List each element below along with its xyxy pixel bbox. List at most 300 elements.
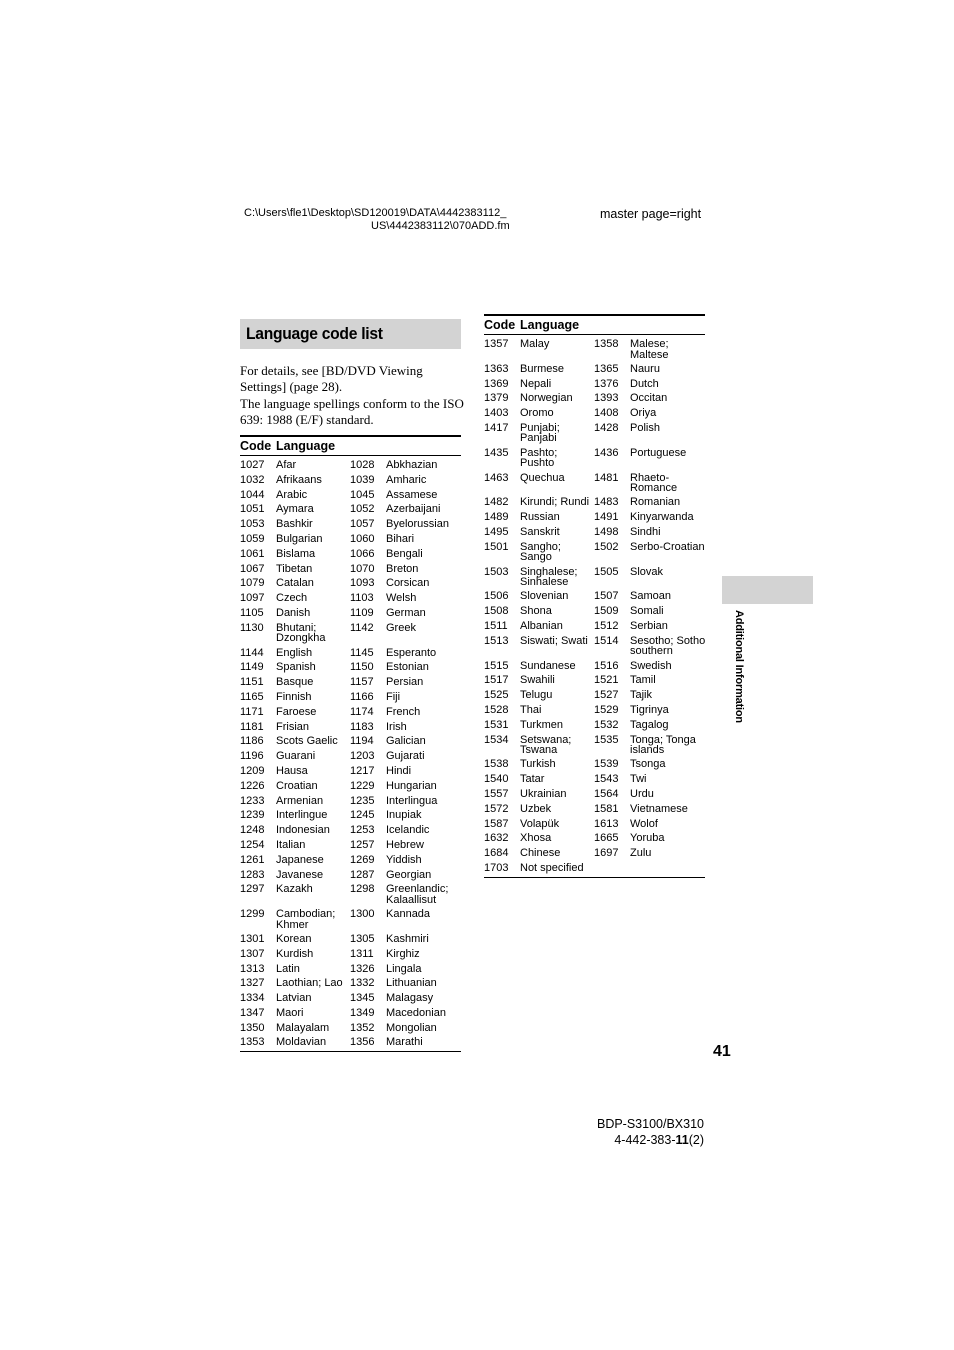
code-cell: 1307	[240, 947, 265, 960]
table-row	[484, 787, 705, 802]
code-cell: 1538	[484, 758, 509, 771]
intro-paragraph: For details, see [BD/DVD Viewing Settings] (page 28). The language spellings conform to the ISO 639: 1988 (E/F) standard.	[240, 363, 464, 427]
code-cell: 1144	[240, 646, 264, 659]
language-cell: Malese; Maltese	[630, 338, 669, 361]
language-cell: Abkhazian	[386, 459, 438, 471]
language-cell: Sanskrit	[520, 525, 560, 538]
language-cell: Icelandic	[386, 824, 430, 837]
table-row	[484, 421, 705, 446]
code-cell: 1181	[240, 720, 264, 733]
code-cell: 1369	[484, 377, 509, 390]
language-cell: Somali	[630, 605, 664, 618]
table-row	[240, 576, 461, 591]
code-cell: 1245	[350, 809, 375, 822]
table-row	[240, 591, 461, 606]
language-cell: Byelorussian	[386, 518, 449, 531]
code-cell: 1393	[594, 392, 619, 405]
language-cell: Interlingue	[276, 809, 328, 822]
code-cell: 1506	[484, 590, 509, 603]
code-cell: 1253	[350, 824, 375, 837]
code-cell: 1301	[240, 932, 265, 945]
code-cell: 1165	[240, 690, 264, 703]
table-row	[240, 907, 461, 932]
language-cell: Bengali	[386, 547, 423, 560]
code-cell: 1481	[594, 471, 619, 484]
code-cell: 1269	[350, 853, 375, 866]
code-cell: 1300	[350, 908, 375, 921]
table-row	[240, 749, 461, 764]
code-cell: 1226	[240, 779, 265, 792]
language-cell: Setswana; Tswana	[520, 733, 572, 757]
language-cell: Slovak	[630, 565, 664, 578]
table-row	[484, 861, 705, 876]
code-cell: 1061	[240, 547, 265, 560]
section-title: Language code list	[246, 324, 383, 343]
code-cell: 1229	[350, 779, 375, 792]
code-cell: 1531	[484, 718, 509, 731]
language-cell: Oriya	[630, 407, 657, 420]
language-cell: Polish	[630, 421, 660, 434]
language-cell: Shona	[520, 605, 552, 618]
header-code: Code	[240, 439, 272, 453]
code-cell: 1305	[350, 932, 375, 945]
code-cell: 1287	[350, 868, 375, 881]
language-cell: Assamese	[386, 488, 438, 501]
code-cell: 1534	[484, 733, 509, 746]
language-cell: Mongolian	[386, 1021, 437, 1034]
code-cell: 1564	[594, 787, 619, 800]
code-cell: 1097	[240, 592, 265, 605]
language-cell: German	[386, 606, 426, 619]
code-cell: 1483	[594, 496, 619, 509]
code-cell: 1209	[240, 764, 265, 777]
table-row	[240, 823, 461, 838]
code-cell: 1535	[594, 733, 619, 746]
table-row	[484, 604, 705, 619]
language-cell: Sangho; Sango	[520, 540, 561, 564]
language-cell: Faroese	[276, 705, 317, 718]
language-cell: Singhalese; Sinhalese	[520, 565, 578, 589]
language-cell: Sesotho; Sotho southern	[630, 634, 706, 658]
table-row	[484, 802, 705, 817]
language-cell: Kurdish	[276, 947, 314, 960]
code-cell: 1174	[350, 705, 374, 718]
code-cell: 1352	[350, 1021, 375, 1034]
table-row	[240, 947, 461, 962]
code-cell: 1332	[350, 977, 375, 990]
language-cell: Greenlandic; Kalaallisut	[386, 883, 449, 906]
table-row	[484, 446, 705, 471]
code-cell: 1489	[484, 511, 509, 524]
language-cell: Kannada	[386, 908, 431, 921]
language-cell: Xhosa	[520, 832, 552, 845]
code-cell: 1502	[594, 540, 619, 553]
code-cell: 1512	[594, 619, 619, 632]
language-cell: Kirghiz	[386, 947, 420, 960]
code-cell: 1379	[484, 392, 509, 405]
code-cell: 1151	[240, 676, 264, 689]
language-cell: Tibetan	[276, 562, 313, 575]
language-cell: Dutch	[630, 377, 659, 390]
code-cell: 1057	[350, 518, 375, 531]
table-row	[240, 1035, 461, 1050]
code-cell: 1039	[350, 473, 375, 486]
language-cell: Yiddish	[386, 853, 422, 866]
code-cell: 1507	[594, 590, 619, 603]
code-cell: 1298	[350, 883, 375, 896]
table-row	[484, 391, 705, 406]
language-cell: Latvian	[276, 992, 312, 1005]
code-cell: 1183	[350, 720, 374, 733]
language-cell: Kirundi; Rundi	[520, 496, 590, 509]
language-cell: Tamil	[630, 674, 656, 687]
code-cell: 1066	[350, 547, 375, 560]
code-cell: 1356	[350, 1036, 375, 1049]
code-cell: 1070	[350, 562, 375, 575]
header-language: Language	[276, 439, 336, 453]
code-cell: 1684	[484, 847, 509, 860]
code-cell: 1515	[484, 659, 509, 672]
code-cell: 1703	[484, 861, 509, 874]
file-path-line2: US\4442383112\070ADD.fm	[371, 220, 510, 232]
table-row	[484, 362, 705, 377]
language-cell: Azerbaijani	[386, 503, 441, 516]
language-cell: Interlingua	[386, 794, 438, 807]
table-row	[240, 502, 461, 517]
language-cell: Uzbek	[520, 802, 552, 815]
table-row	[484, 659, 705, 674]
code-prefix: 4-442-383-	[614, 1132, 676, 1147]
code-cell: 1417	[484, 421, 509, 434]
language-cell: Catalan	[276, 577, 314, 590]
table-body-right	[484, 335, 705, 878]
table-row	[484, 703, 705, 718]
code-cell: 1513	[484, 634, 509, 647]
table-row	[240, 646, 461, 661]
table-row	[240, 962, 461, 977]
language-cell: Slovenian	[520, 590, 569, 603]
language-cell: Nepali	[520, 377, 552, 390]
table-row	[240, 690, 461, 705]
code-cell: 1261	[240, 853, 265, 866]
code-cell: 1528	[484, 703, 509, 716]
code-cell: 1511	[484, 619, 508, 632]
table-row	[240, 675, 461, 690]
side-tab	[722, 576, 813, 604]
table-row	[484, 406, 705, 421]
language-cell: Serbian	[630, 619, 668, 632]
language-cell: Marathi	[386, 1036, 423, 1049]
code-cell: 1311	[350, 947, 374, 960]
language-cell: Czech	[276, 592, 308, 605]
language-cell: Nauru	[630, 362, 660, 375]
code-cell: 1349	[350, 1006, 375, 1019]
code-cell: 1079	[240, 577, 265, 590]
language-cell: Bashkir	[276, 518, 313, 531]
code-suffix: (2)	[688, 1132, 704, 1147]
table-row	[240, 720, 461, 735]
code-cell: 1539	[594, 758, 619, 771]
table-row	[240, 991, 461, 1006]
code-cell: 1613	[594, 817, 619, 830]
master-page-label: master page=right	[600, 207, 702, 221]
file-path	[244, 207, 544, 233]
table-row	[240, 621, 461, 646]
code-cell: 1347	[240, 1006, 265, 1019]
language-cell: Pashto; Pushto	[520, 446, 558, 470]
table-row	[484, 525, 705, 540]
table-row	[484, 589, 705, 604]
code-cell: 1233	[240, 794, 265, 807]
language-cell: Sindhi	[630, 525, 661, 538]
language-cell: Punjabi; Panjabi	[520, 421, 560, 445]
code-cell: 1313	[240, 962, 265, 975]
table-row	[240, 882, 461, 907]
code-cell: 1052	[350, 503, 375, 516]
code-cell: 1532	[594, 718, 619, 731]
code-cell: 1509	[594, 605, 619, 618]
language-cell: Macedonian	[386, 1006, 446, 1019]
language-cell: Twi	[630, 773, 647, 786]
table-row	[240, 547, 461, 562]
code-cell: 1435	[484, 446, 509, 459]
language-cell: Kazakh	[276, 883, 313, 896]
code-cell: 1067	[240, 562, 265, 575]
language-cell: Turkmen	[520, 718, 563, 731]
table-row	[240, 517, 461, 532]
language-cell: Corsican	[386, 577, 430, 590]
language-cell: Gujarati	[386, 750, 425, 763]
language-cell: Esperanto	[386, 646, 437, 659]
language-cell: Inupiak	[386, 809, 422, 822]
table-row	[240, 705, 461, 720]
table-body-left	[240, 456, 461, 1052]
code-cell: 1044	[240, 488, 265, 501]
language-cell: Basque	[276, 676, 314, 689]
table-row	[240, 1021, 461, 1036]
language-cell: Volapük	[520, 817, 560, 830]
language-table-right	[484, 314, 705, 878]
code-cell: 1145	[350, 646, 374, 659]
code-cell: 1053	[240, 518, 265, 531]
language-cell: Hungarian	[386, 779, 437, 792]
table-row	[240, 606, 461, 621]
section-title-box	[240, 319, 461, 349]
code-cell: 1028	[350, 459, 375, 471]
language-cell: Siswati; Swati	[520, 634, 588, 647]
language-cell: Indonesian	[276, 824, 330, 837]
table-row	[484, 337, 705, 362]
code-cell: 1149	[240, 661, 264, 674]
language-cell: French	[386, 705, 421, 718]
language-cell: Tonga; Tonga islands	[630, 733, 696, 757]
language-cell: Javanese	[276, 868, 324, 881]
language-cell: Malay	[520, 338, 550, 350]
language-cell: Romanian	[630, 496, 681, 509]
table-row	[484, 772, 705, 787]
language-cell: Maori	[276, 1006, 304, 1019]
table-row	[240, 532, 461, 547]
language-cell: English	[276, 646, 313, 659]
table-row	[484, 718, 705, 733]
language-cell: Bhutani; Dzongkha	[276, 621, 326, 645]
model-number: BDP-S3100/BX310	[596, 1117, 704, 1131]
language-cell: Bulgarian	[276, 532, 323, 545]
code-cell: 1543	[594, 773, 619, 786]
language-cell: Afrikaans	[276, 473, 322, 486]
code-cell: 1327	[240, 977, 265, 990]
code-cell: 1150	[350, 661, 374, 674]
code-cell: 1408	[594, 407, 619, 420]
table-row	[484, 673, 705, 688]
code-cell: 1540	[484, 773, 509, 786]
code-cell: 1350	[240, 1021, 265, 1034]
header-language: Language	[520, 318, 580, 332]
code-cell: 1632	[484, 832, 509, 845]
language-cell: Chinese	[520, 847, 561, 860]
code-cell: 1665	[594, 832, 619, 845]
code-cell: 1428	[594, 421, 619, 434]
code-cell: 1501	[484, 540, 509, 553]
code-cell: 1297	[240, 883, 265, 896]
table-row	[484, 634, 705, 659]
language-cell: Tsonga	[630, 758, 666, 771]
code-cell: 1142	[350, 621, 374, 634]
table-row	[240, 808, 461, 823]
language-cell: Bislama	[276, 547, 316, 560]
language-cell: Burmese	[520, 362, 565, 375]
language-cell: Croatian	[276, 779, 318, 792]
language-cell: Ukrainian	[520, 787, 567, 800]
table-header	[484, 314, 705, 335]
language-cell: Frisian	[276, 720, 310, 733]
table-row	[240, 1006, 461, 1021]
code-cell: 1345	[350, 992, 375, 1005]
code-cell: 1495	[484, 525, 509, 538]
language-cell: Korean	[276, 932, 312, 945]
language-cell: Galician	[386, 735, 426, 748]
table-row	[484, 377, 705, 392]
code-cell: 1505	[594, 565, 619, 578]
code-cell: 1059	[240, 532, 265, 545]
language-cell: Hindi	[386, 764, 412, 777]
table-row	[484, 495, 705, 510]
language-cell: Finnish	[276, 690, 312, 703]
code-cell: 1357	[484, 338, 509, 350]
code-cell: 1491	[594, 511, 619, 524]
table-row	[240, 488, 461, 503]
language-cell: Persian	[386, 676, 424, 689]
table-row	[240, 734, 461, 749]
language-cell: Estonian	[386, 661, 429, 674]
code-cell: 1203	[350, 750, 375, 763]
language-cell: Oromo	[520, 407, 554, 420]
language-cell: Swahili	[520, 674, 555, 687]
code-cell: 1254	[240, 838, 265, 851]
table-row	[240, 853, 461, 868]
code-cell: 1171	[240, 705, 264, 718]
table-row	[240, 764, 461, 779]
header-code: Code	[484, 318, 516, 332]
code-cell: 1463	[484, 471, 509, 484]
code-cell: 1186	[240, 735, 264, 748]
code-cell: 1157	[350, 676, 374, 689]
table-header	[240, 435, 461, 456]
language-cell: Welsh	[386, 592, 417, 605]
language-cell: Telugu	[520, 689, 553, 702]
code-cell: 1525	[484, 689, 509, 702]
language-cell: Kinyarwanda	[630, 511, 694, 524]
language-cell: Spanish	[276, 661, 316, 674]
document-code	[560, 1133, 704, 1149]
code-cell: 1353	[240, 1036, 265, 1049]
code-cell: 1363	[484, 362, 509, 375]
code-cell: 1093	[350, 577, 375, 590]
language-cell: Albanian	[520, 619, 563, 632]
code-cell: 1508	[484, 605, 509, 618]
code-bold: 11	[675, 1132, 689, 1147]
language-cell: Japanese	[276, 853, 324, 866]
code-cell: 1697	[594, 847, 619, 860]
intro-text	[240, 363, 465, 428]
table-row	[484, 565, 705, 590]
language-cell: Russian	[520, 511, 560, 524]
code-cell: 1248	[240, 824, 265, 837]
language-cell: Thai	[520, 703, 542, 716]
table-row	[240, 794, 461, 809]
language-cell: Hausa	[276, 764, 308, 777]
code-cell: 1503	[484, 565, 509, 578]
language-cell: Norwegian	[520, 392, 573, 405]
code-cell: 1572	[484, 802, 509, 815]
language-cell: Yoruba	[630, 832, 665, 845]
code-cell: 1514	[594, 634, 619, 647]
table-row	[240, 473, 461, 488]
table-row	[484, 471, 705, 496]
code-cell: 1376	[594, 377, 619, 390]
code-cell: 1217	[350, 764, 375, 777]
code-cell: 1521	[594, 674, 619, 687]
language-cell: Guarani	[276, 750, 316, 763]
language-cell: Kashmiri	[386, 932, 429, 945]
code-cell: 1166	[350, 690, 374, 703]
language-cell: Lithuanian	[386, 977, 437, 990]
code-cell: 1529	[594, 703, 619, 716]
language-cell: Armenian	[276, 794, 324, 807]
table-row	[484, 540, 705, 565]
language-cell: Rhaeto-Romance	[630, 471, 678, 495]
table-row	[484, 817, 705, 832]
language-cell: Danish	[276, 606, 311, 619]
table-row	[240, 976, 461, 991]
language-cell: Vietnamese	[630, 802, 688, 815]
code-cell: 1103	[350, 592, 374, 605]
language-cell: Greek	[386, 621, 416, 634]
language-cell: Afar	[276, 459, 297, 471]
language-cell: Quechua	[520, 471, 565, 484]
code-cell: 1326	[350, 962, 375, 975]
code-cell: 1032	[240, 473, 265, 486]
code-cell: 1283	[240, 868, 265, 881]
code-cell: 1498	[594, 525, 619, 538]
footer	[560, 1117, 704, 1148]
table-row	[240, 660, 461, 675]
table-row	[484, 831, 705, 846]
language-cell: Moldavian	[276, 1036, 327, 1049]
code-cell: 1239	[240, 809, 265, 822]
language-cell: Fiji	[386, 690, 401, 703]
table-row	[484, 510, 705, 525]
